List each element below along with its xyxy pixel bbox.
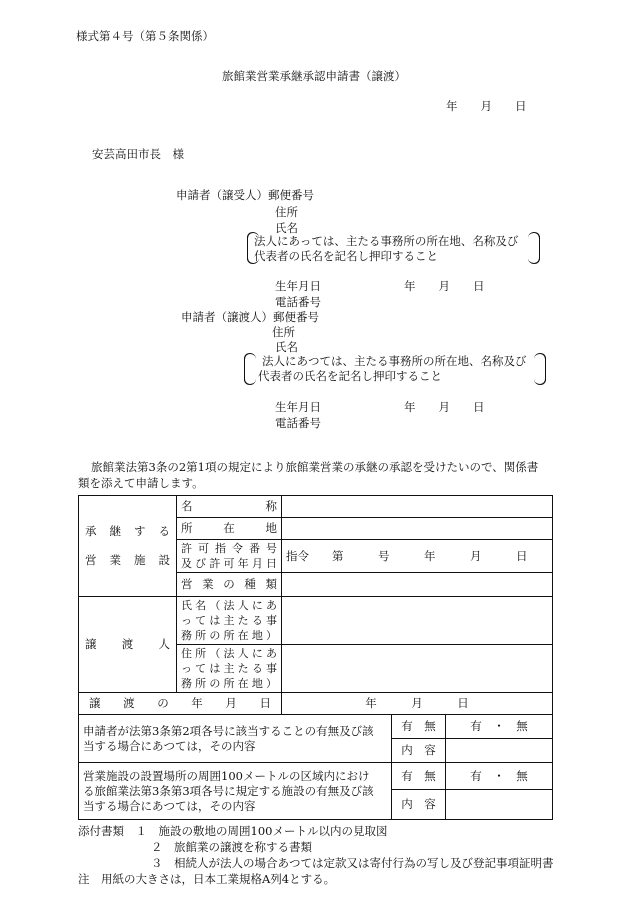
- transferor-address-label-cell: [177, 645, 282, 693]
- attachment-item-1: 添付書類 １ 施設の敷地の周囲100メートル以内の見取図: [78, 824, 388, 838]
- facility-label-1: 承継する: [85, 524, 170, 538]
- receiver-bracket-right: [529, 232, 540, 264]
- paper-size-note: 注 用紙の大きさは，日本工業規格A列4とする。: [78, 872, 336, 886]
- q1-line-1: 申請者が法第3条第2項各号に該当することの有無及び該: [83, 723, 374, 738]
- transferor-addr-2: っては主たる事: [181, 662, 277, 675]
- facility-location-label: 所在地: [177, 518, 282, 540]
- receiver-birth-date[interactable]: 年 月 日: [404, 279, 485, 293]
- application-table: [78, 495, 553, 820]
- page-title: 旅館業営業承継承認申請書（譲渡）: [222, 69, 406, 83]
- permit-number-value[interactable]: 指令 第 号 年 月 日: [282, 540, 553, 573]
- application-date[interactable]: 年 月 日: [446, 99, 527, 113]
- q1-yes-no-label: 有 無: [392, 715, 446, 739]
- transferor-label: 譲渡人: [79, 597, 177, 693]
- transferor-name-value[interactable]: [282, 597, 553, 645]
- facility-location-value[interactable]: [282, 518, 553, 540]
- q2-content-label: 内 容: [392, 790, 446, 820]
- permit-number-label: [177, 540, 282, 573]
- transferor-postal-label: 申請者（譲渡人）郵便番号: [181, 310, 319, 324]
- transferor-corp-note-1: 法人にあつては、主たる事務所の所在地、名称及び: [262, 354, 527, 368]
- facility-name-label: 名称: [177, 496, 282, 518]
- transferor-address-value[interactable]: [282, 645, 553, 693]
- addressee: 安芸高田市長 様: [92, 147, 184, 161]
- attachment-item-3: ３ 相続人が法人の場合あつては定款又は寄付行為の写し及び登記事項証明書: [151, 856, 554, 870]
- receiver-name-label: 氏名: [275, 221, 298, 235]
- transferor-bracket-left: [244, 353, 255, 385]
- receiver-corp-note-2: 代表者の氏名を記名し押印すること: [254, 249, 438, 263]
- facility-label-cell: [79, 496, 177, 597]
- q1-line-2: 当する場合にあつては，その内容: [83, 738, 256, 753]
- body-text-line-2: 類を添えて申請します。: [78, 476, 204, 490]
- transferor-name-label-cell: [177, 597, 282, 645]
- permit-label-1: 許可指令番号: [181, 542, 277, 555]
- q2-question: [79, 763, 392, 820]
- transfer-date-value[interactable]: 年 月 日: [282, 693, 553, 715]
- facility-label-2: 営業施設: [85, 553, 170, 567]
- transferor-birth-label: 生年月日: [275, 400, 321, 414]
- permit-label-2: 及び許可年月日: [181, 557, 277, 570]
- form-number: 様式第４号（第５条関係）: [76, 29, 214, 43]
- transferor-name-1: 氏名（法人にあ: [181, 599, 277, 612]
- transferor-name-3: 務所の所在地）: [181, 629, 277, 642]
- q1-content-label: 内 容: [392, 739, 446, 763]
- q1-yes-no-value[interactable]: 有 ・ 無: [446, 715, 553, 739]
- business-type-value[interactable]: [282, 573, 553, 597]
- q2-yes-no-label: 有 無: [392, 763, 446, 790]
- transferor-name-label: 氏名: [275, 340, 298, 354]
- transferor-address-label: 住所: [272, 325, 295, 339]
- q1-question: [79, 715, 392, 763]
- attachment-item-2: ２ 旅館業の譲渡を称する書類: [151, 840, 312, 854]
- transferor-addr-3: 務所の所在地）: [181, 677, 277, 690]
- receiver-address-label: 住所: [275, 205, 298, 219]
- transferor-addr-1: 住所（法人にあ: [181, 647, 277, 660]
- receiver-postal-label: 申請者（譲受人）郵便番号: [176, 188, 314, 202]
- facility-name-value[interactable]: [282, 496, 553, 518]
- transferor-phone-label: 電話番号: [275, 416, 321, 430]
- q2-line-1: 営業施設の設置場所の周囲100メートルの区域内におけ: [83, 768, 370, 783]
- business-type-label: 営業の種類: [177, 573, 282, 597]
- receiver-phone-label: 電話番号: [275, 295, 321, 309]
- receiver-corp-note-1: 法人にあっては、主たる事務所の所在地、名称及び: [254, 234, 519, 248]
- q2-line-2: る旅館業法第3条第3項各号に規定する施設の有無及び該: [83, 783, 374, 798]
- q1-content-value[interactable]: [446, 739, 553, 763]
- transferor-corp-note-2: 代表者の氏名を記名し押印すること: [258, 369, 442, 383]
- transferor-name-2: っては主たる事: [181, 614, 277, 627]
- transfer-date-label: 譲渡の年月日: [79, 693, 282, 715]
- q2-content-value[interactable]: [446, 790, 553, 820]
- transferor-bracket-right: [535, 353, 546, 385]
- q2-yes-no-value[interactable]: 有 ・ 無: [446, 763, 553, 790]
- q2-line-3: 当する場合にあつては，その内容: [83, 798, 256, 813]
- receiver-birth-label: 生年月日: [275, 279, 321, 293]
- body-text-line-1: 旅館業法第3条の2第1項の規定により旅館業営業の承継の承認を受けたいので、関係書: [91, 460, 539, 474]
- transferor-birth-date[interactable]: 年 月 日: [404, 400, 485, 414]
